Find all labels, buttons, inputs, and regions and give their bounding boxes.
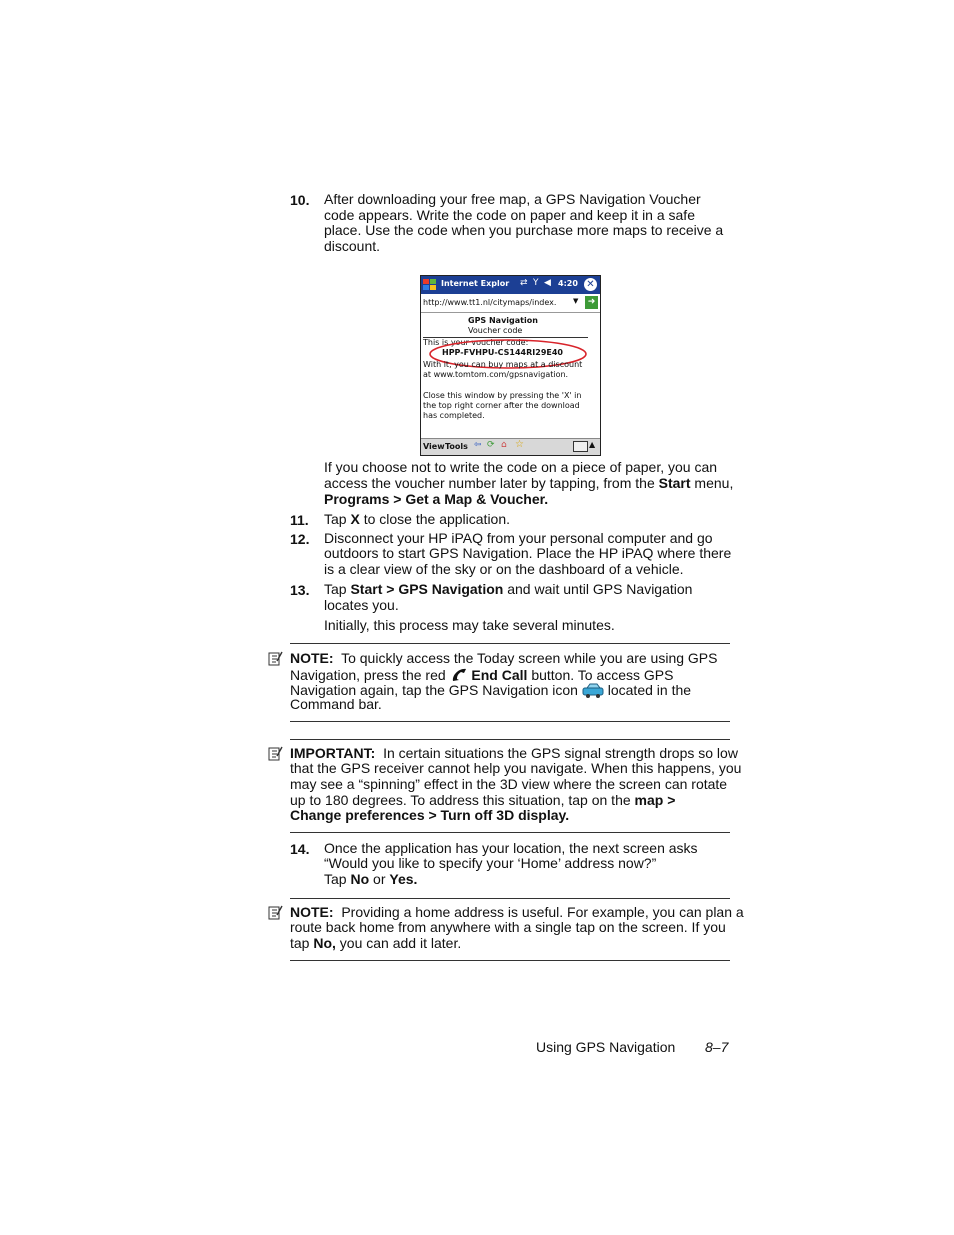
text: Tap (324, 581, 351, 597)
back-icon[interactable]: ⇦ (474, 440, 482, 450)
text: button. To access GPS (527, 667, 674, 683)
text: access the voucher number later by tapping, from the (324, 475, 659, 491)
divider (290, 832, 730, 833)
important-line3: may see a “spinning” effect in the 3D view where the screen can rotate (290, 776, 728, 792)
text: Navigation, press the red (290, 667, 450, 683)
note-1-line1 (290, 651, 717, 667)
windows-start-icon (423, 279, 436, 291)
page-number: 8–7 (705, 1039, 729, 1055)
step-10-line1: After downloading your free map, a GPS Navigation Voucher (324, 191, 701, 207)
close-instruction-2: the top right corner after the download (423, 401, 580, 410)
device-title-bar (421, 276, 600, 294)
website-line: at www.tomtom.com/gpsnavigation. (423, 370, 569, 379)
map-ref: map > (634, 792, 676, 808)
divider (290, 898, 730, 899)
important-line5: Change preferences > Turn off 3D display. (290, 807, 570, 823)
menu-path: Programs > Get a Map & Voucher. (324, 491, 549, 507)
volume-icon: ◀ (544, 278, 551, 288)
note-label: NOTE: (290, 904, 334, 920)
close-x-icon[interactable]: ✕ (584, 278, 597, 291)
step-12-line2: outdoors to start GPS Navigation. Place the HP iPAQ where there (324, 545, 732, 561)
gps-navigation-car-icon (582, 682, 604, 698)
end-call-ref: End Call (471, 667, 528, 683)
step-number: 14. (290, 841, 310, 857)
text: menu, (690, 475, 734, 491)
favorites-icon[interactable]: ☆ (515, 439, 524, 450)
home-icon[interactable]: ⌂ (501, 440, 507, 450)
step-number: 10. (290, 192, 310, 208)
note-1-line4: Command bar. (290, 696, 382, 712)
text: up to 180 degrees. To address this situation, tap on the (290, 792, 635, 808)
sync-icon: ⇄ (520, 278, 528, 288)
divider (290, 721, 730, 722)
text: located in the (607, 682, 692, 698)
note-2-line2: route back home from anywhere with a single tap on the screen. If you (290, 919, 726, 935)
keyboard-icon[interactable] (573, 441, 588, 452)
step-10-line2: code appears. Write the code on paper and keep it in a safe (324, 207, 695, 223)
text: to close the application. (359, 511, 511, 527)
no-option: No (350, 871, 370, 887)
text: Tap (324, 871, 351, 887)
yes-option: Yes. (389, 871, 418, 887)
divider (290, 643, 730, 644)
paragraph-line2 (324, 476, 733, 492)
discount-line: With it, you can buy maps at a discount (423, 360, 583, 369)
close-instruction-1: Close this window by pressing the 'X' in (423, 391, 582, 400)
step-number: 12. (290, 531, 310, 547)
divider (290, 739, 730, 740)
note-icon (268, 651, 283, 666)
start-menu-ref: Start (658, 475, 691, 491)
voucher-label: This is your voucher code: (423, 338, 529, 347)
step-number: 13. (290, 582, 310, 598)
step-13-line2: locates you. (324, 597, 399, 613)
text: Navigation again, tap the GPS Navigation icon (290, 682, 582, 698)
step-10-line3: place. Use the code when you purchase more maps to receive a (324, 222, 724, 238)
text: In certain situations the GPS signal strength drops so low (383, 745, 738, 761)
important-label: IMPORTANT: (290, 745, 376, 761)
page-heading: GPS Navigation (468, 316, 538, 325)
go-arrow-icon[interactable]: ➜ (585, 296, 598, 309)
step-11-text (324, 512, 510, 528)
no-ref: No, (313, 935, 336, 951)
device-screenshot (420, 275, 601, 456)
step-10-line4: discount. (324, 238, 381, 254)
menu-view[interactable]: View (423, 442, 445, 451)
footer-section-title: Using GPS Navigation (536, 1039, 676, 1055)
x-key-ref: X (350, 511, 360, 527)
command-bar (421, 438, 600, 455)
chevron-down-icon[interactable]: ▼ (573, 297, 579, 305)
important-line2: that the GPS receiver cannot help you navigate. When this happens, you (290, 760, 742, 776)
close-instruction-3: has completed. (423, 411, 485, 420)
signal-icon: Y (533, 278, 539, 288)
device-clock: 4:20 (558, 279, 578, 288)
address-bar[interactable] (421, 295, 600, 313)
text: you can add it later. (335, 935, 462, 951)
step-14-line1: Once the application has your location, the next screen asks (324, 840, 698, 856)
paragraph-line1: If you choose not to write the code on a piece of paper, you can (324, 459, 718, 475)
text: and wait until GPS Navigation (503, 581, 693, 597)
text: To quickly access the Today screen while you are using GPS (341, 650, 718, 666)
text: Providing a home address is useful. For example, you can plan a (341, 904, 744, 920)
step-14-line2: “Would you like to specify your ‘Home’ address now?” (324, 855, 657, 871)
divider (290, 960, 730, 961)
text: tap (290, 935, 314, 951)
step-12-line1: Disconnect your HP iPAQ from your personal computer and go (324, 530, 713, 546)
refresh-icon[interactable]: ⟳ (487, 440, 495, 450)
menu-tools[interactable]: Tools (445, 442, 468, 451)
gps-path-ref: Start > GPS Navigation (350, 581, 504, 597)
step-number: 11. (290, 512, 309, 528)
text: or (369, 871, 390, 887)
input-arrow-icon[interactable]: ▲ (589, 440, 596, 449)
important-icon (268, 746, 283, 761)
device-title: Internet Explor (441, 279, 510, 288)
end-call-phone-icon (450, 667, 468, 683)
page-subheading: Voucher code (468, 326, 523, 335)
note-2-line3 (290, 936, 461, 952)
step-13-line3: Initially, this process may take several minutes. (324, 617, 615, 633)
note-label: NOTE: (290, 650, 334, 666)
step-12-line3: is a clear view of the sky or on the dashboard of a vehicle. (324, 561, 684, 577)
note-icon (268, 905, 283, 920)
voucher-code: HPP-FVHPU-CS144RI29E40 (442, 348, 563, 357)
url-field[interactable]: http://www.tt1.nl/citymaps/index. (423, 298, 557, 307)
step-14-line3 (324, 872, 417, 888)
text: Tap (324, 511, 351, 527)
step-13-line1 (324, 582, 692, 598)
